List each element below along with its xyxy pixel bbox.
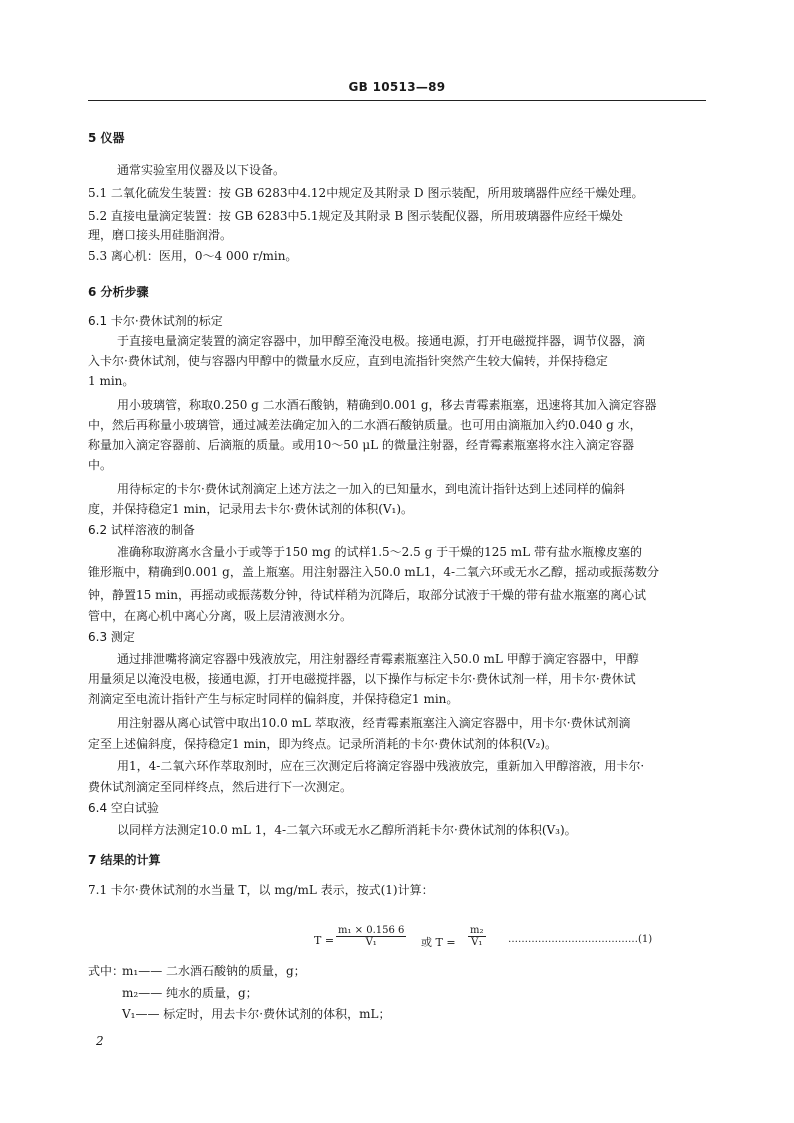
clause-6-1-p1-line2: 入卡尔·费休试剂，使与容器内甲醇中的微量水反应，直到电流指针突然产生较大偏转，并保持稳定 — [88, 354, 608, 368]
where-label: 式中： — [88, 964, 125, 978]
formula-equation-number: …………………………………(1) — [508, 934, 653, 945]
definition-m1: m₁—— 二水酒石酸钠的质量，g； — [122, 964, 306, 978]
clause-5-2-line1: 5.2 直接电量滴定装置：按 GB 6283中5.1规定及其附录 B 图示装配仪器，所用玻璃器件应经干燥处 — [88, 209, 624, 223]
clause-6-3-p1-line2: 用量须足以淹没电极，接通电源，打开电磁搅拌器，以下操作与标定卡尔·费休试剂一样，用卡尔·费休试 — [88, 672, 636, 686]
clause-6-3-title: 6.3 测定 — [88, 630, 135, 644]
clause-6-3-p1-line1: 通过排泄嘴将滴定容器中残液放完，用注射器经青霉素瓶塞注入50.0 mL 甲醇于滴定容器中，甲醇 — [117, 652, 639, 666]
clause-5-3: 5.3 离心机：医用，0～4 000 r/min。 — [88, 249, 298, 263]
clause-6-2-line3: 钟，静置15 min，再摇动或振荡数分钟，待试样稍为沉降后，取部分试液于干燥的带有盐水瓶塞的离心试 — [88, 588, 647, 602]
clause-6-3-p1-line3: 剂滴定至电流计指针产生与标定时同样的偏斜度，并保持稳定1 min。 — [88, 692, 459, 706]
clause-6-1-p1-line3: 1 min。 — [88, 374, 135, 388]
clause-6-2-line1: 准确称取游离水含量小于或等于150 mg 的试样1.5～2.5 g 于干燥的125 mL 带有盐水瓶橡皮塞的 — [117, 545, 642, 559]
clause-6-1-p2-line4: 中。 — [88, 458, 113, 472]
clause-6-1-p2-line3: 称量加入滴定容器前、后滴瓶的质量。或用10～50 μL 的微量注射器，经青霉素瓶塞将水注入滴定容器 — [88, 438, 634, 452]
formula-or: 或 T = — [421, 936, 456, 949]
formula-numerator-2: m₂ — [470, 925, 484, 936]
section-5-intro: 通常实验室用仪器及以下设备。 — [117, 163, 286, 177]
clause-6-1-p2-line2: 中，然后再称量小玻璃管，通过减差法确定加入的二水酒石酸钠质量。也可用由滴瓶加入约0.040 g 水， — [88, 418, 642, 432]
document-header: GB 10513—89 — [348, 80, 446, 94]
clause-6-3-p2-line1: 用注射器从离心试管中取出10.0 mL 萃取液，经青霉素瓶塞注入滴定容器中，用卡尔·费休试剂滴 — [117, 716, 631, 730]
definition-v1: V₁—— 标定时，用去卡尔·费休试剂的体积，mL； — [122, 1007, 391, 1021]
clause-5-2-line2: 理，磨口接头用硅脂润滑。 — [88, 228, 233, 242]
clause-6-2-title: 6.2 试样溶液的制备 — [88, 523, 195, 537]
definition-m2: m₂—— 纯水的质量，g； — [122, 986, 258, 1000]
clause-6-4-line1: 以同样方法测定10.0 mL 1，4-二氧六环或无水乙醇所消耗卡尔·费休试剂的体积(V₃)。 — [117, 823, 577, 837]
clause-6-1-p1-line1: 于直接电量滴定装置的滴定容器中，加甲醇至淹没电极。接通电源，打开电磁搅拌器，调节仪器，滴 — [117, 334, 646, 348]
formula-numerator-1: m₁ × 0.156 6 — [338, 925, 405, 936]
clause-6-2-line4: 管中，在离心机中离心分离，吸上层清液测水分。 — [88, 609, 353, 623]
clause-6-4-title: 6.4 空白试验 — [88, 801, 159, 815]
section-7-title: 7 结果的计算 — [88, 853, 161, 867]
clause-6-3-p2-line2: 定至上述偏斜度，保持稳定1 min，即为终点。记录所消耗的卡尔·费休试剂的体积(V₂)。 — [88, 737, 558, 751]
formula-denominator-2: V₁ — [471, 937, 483, 948]
formula-denominator-1: V₁ — [365, 937, 377, 948]
clause-6-1-p3-line1: 用待标定的卡尔·费休试剂滴定上述方法之一加入的已知量水，到电流计指针达到上述同样的偏斜 — [117, 482, 625, 496]
page-number: 2 — [96, 1034, 104, 1048]
formula-lhs: T = — [314, 934, 335, 947]
section-5-title: 5 仪器 — [88, 131, 125, 145]
clause-5-1: 5.1 二氧化硫发生装置：按 GB 6283中4.12中规定及其附录 D 图示装配，所用玻璃器件应经干燥处理。 — [88, 186, 644, 200]
header-divider — [88, 100, 706, 101]
clause-6-1-title: 6.1 卡尔·费休试剂的标定 — [88, 314, 223, 328]
clause-6-2-line2: 锥形瓶中，精确到0.001 g，盖上瓶塞。用注射器注入50.0 mL1，4-二氧六环或无水乙醇，摇动或振荡数分 — [88, 565, 660, 579]
formula-fraction-2 — [468, 925, 486, 948]
formula-fraction-1 — [336, 925, 406, 948]
clause-6-1-p3-line2: 度，并保持稳定1 min，记录用去卡尔·费休试剂的体积(V₁)。 — [88, 502, 414, 516]
clause-6-3-p3-line2: 费休试剂滴定至同样终点，然后进行下一次测定。 — [88, 780, 353, 794]
section-6-title: 6 分析步骤 — [88, 285, 149, 299]
clause-6-3-p3-line1: 用1，4-二氧六环作萃取剂时，应在三次测定后将滴定容器中残液放完，重新加入甲醇溶液，用卡尔· — [117, 759, 645, 773]
clause-7-1: 7.1 卡尔·费休试剂的水当量 T，以 mg/mL 表示，按式(1)计算： — [88, 883, 434, 897]
clause-6-1-p2-line1: 用小玻璃管，称取0.250 g 二水酒石酸钠，精确到0.001 g，移去青霉素瓶塞，迅速将其加入滴定容器 — [117, 398, 657, 412]
